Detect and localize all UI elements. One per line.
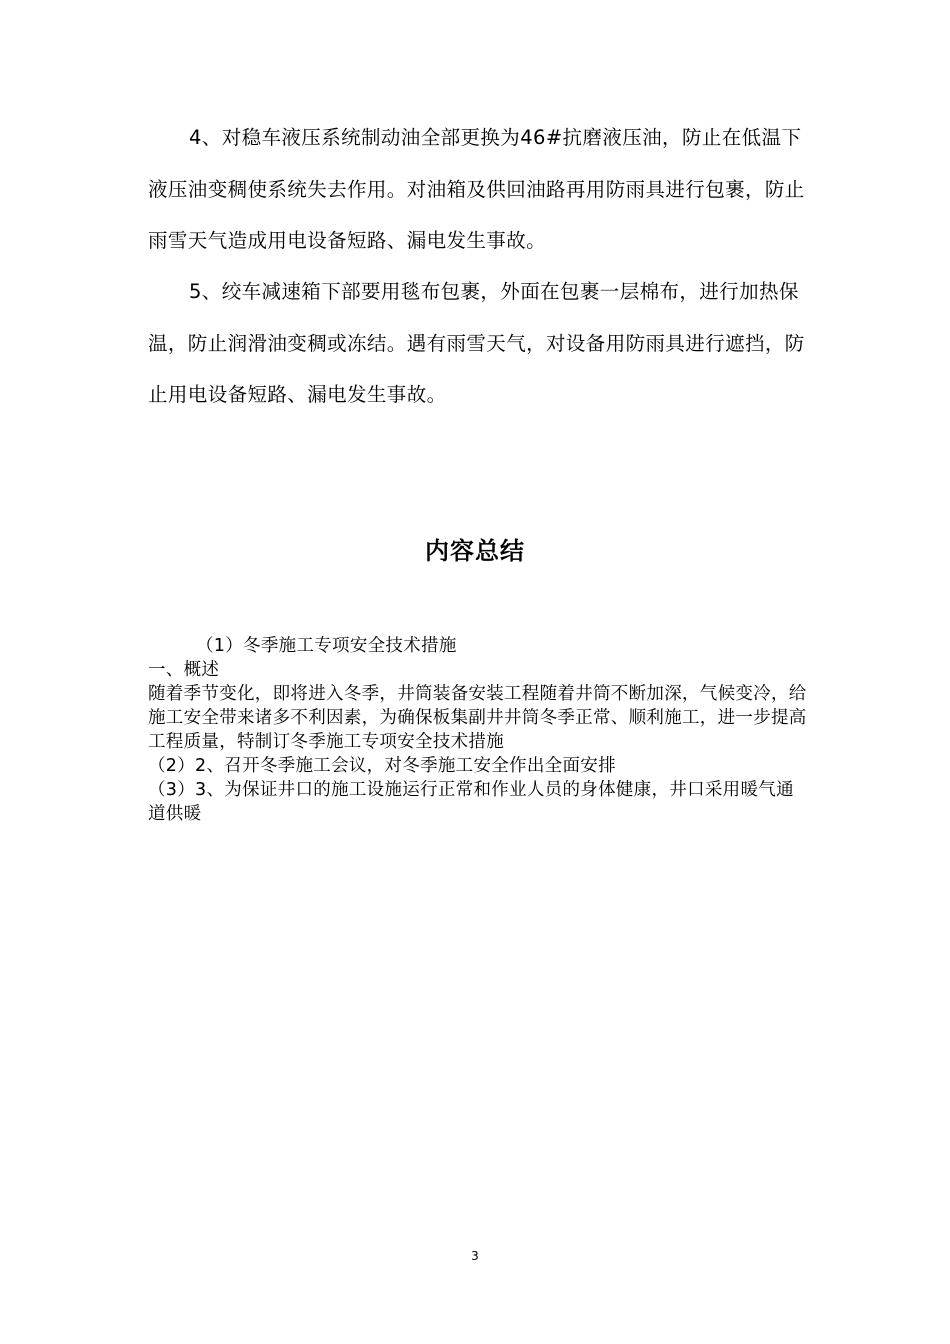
summary-title: 内容总结 [425,537,525,565]
summary-overview: 随着季节变化，即将进入冬季，井筒装备安装工程随着井筒不断加深，气候变冷，给施工安全带来诸多不利因素，为确保板集副井井筒冬季正常、顺利施工，进一步提高工程质量，特制订冬季施工专项安全技术措施 [148,684,807,752]
summary-item-1: （1）冬季施工专项安全技术措施 [196,636,457,656]
paragraph-hydraulic-oil: 4、对稳车液压系统制动油全部更换为46#抗磨液压油，防止在低温下液压油变稠使系统失去作用。对油箱及供回油路再用防雨具进行包裹，防止雨雪天气造成用电设备短路、漏电发生事故。 [148,126,805,252]
summary-item-2: （2）2、召开冬季施工会议，对冬季施工安全作出全面安排 [148,756,616,776]
summary-item-3: （3）3、为保证井口的施工设施运行正常和作业人员的身体健康，井口采用暖气通道供暖 [148,780,794,824]
paragraph-winch-gearbox: 5、绞车减速箱下部要用毯布包裹，外面在包裹一层棉布，进行加热保温，防止润滑油变稠或冻结。遇有雨雪天气，对设备用防雨具进行遮挡，防止用电设备短路、漏电发生事故。 [148,280,805,406]
page-number: 3 [471,1249,479,1263]
summary-heading: 一、概述 [148,660,220,680]
summary-section [148,634,808,826]
